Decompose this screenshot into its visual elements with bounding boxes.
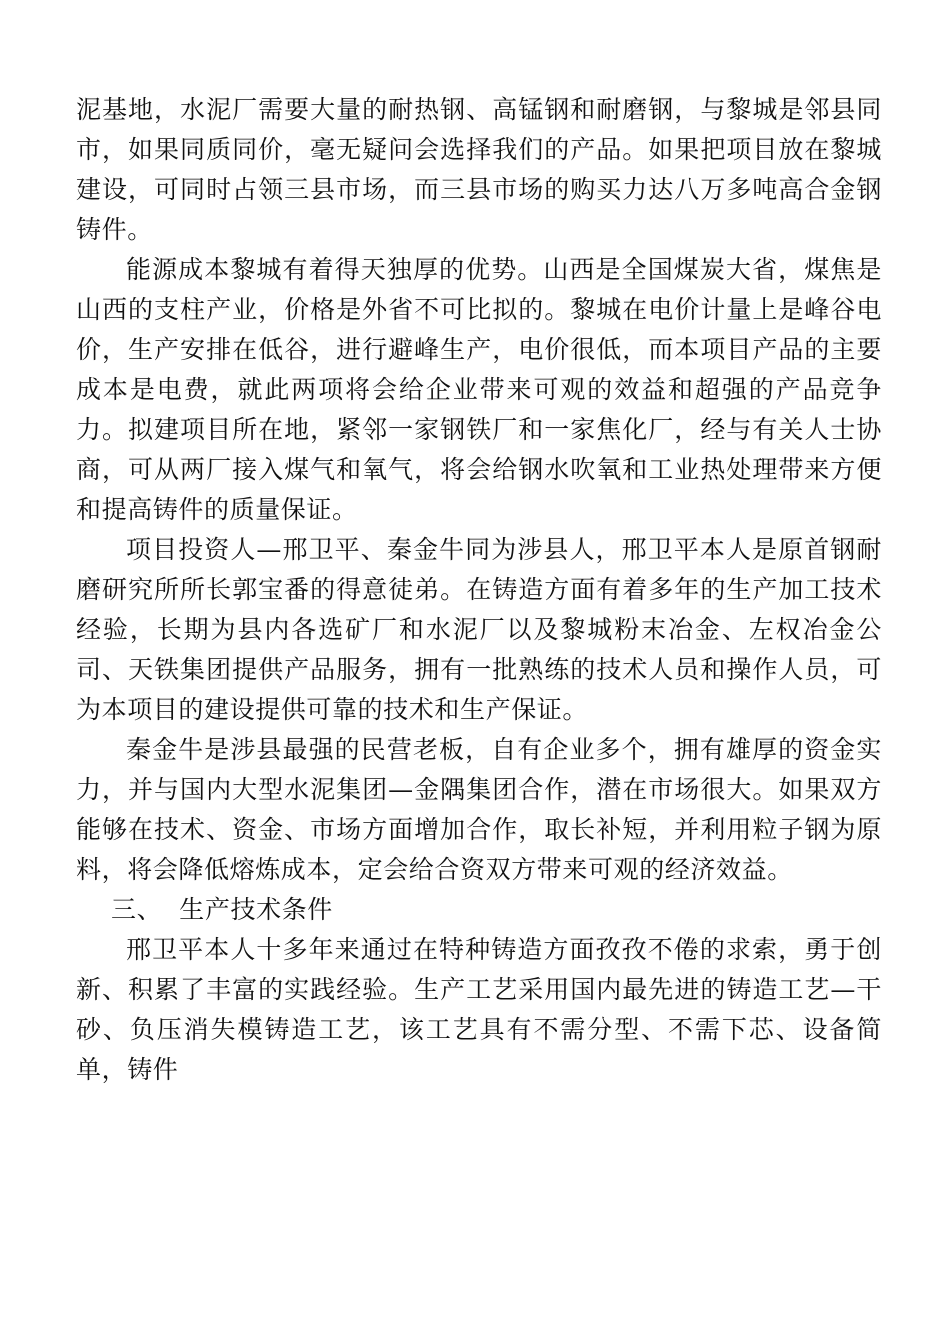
paragraph-cement-market: 泥基地，水泥厂需要大量的耐热钢、高锰钢和耐磨钢，与黎城是邻县同市，如果同质同价，毫无疑问会选择我们的产品。如果把项目放在黎城建设，可同时占领三县市场，而三县市场的购买力达八万多吨高合金钢铸件。 [76, 95, 882, 244]
paragraph-casting-process: 邢卫平本人十多年来通过在特种铸造方面孜孜不倦的求索，勇于创新、积累了丰富的实践经验。生产工艺采用国内最先进的铸造工艺—干砂、负压消失模铸造工艺，该工艺具有不需分型、不需下芯、设备简单，铸件 [76, 935, 882, 1084]
section-heading-production-tech: 三、 生产技术条件 [111, 895, 333, 924]
paragraph-qin-jinniu: 秦金牛是涉县最强的民营老板，自有企业多个，拥有雄厚的资金实力，并与国内大型水泥集团—金隅集团合作，潜在市场很大。如果双方能够在技术、资金、市场方面增加合作，取长补短，并利用粒子钢为原料，将会降低熔炼成本，定会给合资双方带来可观的经济效益。 [76, 735, 882, 884]
document-page [76, 90, 882, 1090]
paragraph-investors: 项目投资人—邢卫平、秦金牛同为涉县人，邢卫平本人是原首钢耐磨研究所所长郭宝番的得意徒弟。在铸造方面有着多年的生产加工技术经验，长期为县内各选矿厂和水泥厂以及黎城粉末冶金、左权冶金公司、天铁集团提供产品服务，拥有一批熟练的技术人员和操作人员，可为本项目的建设提供可靠的技术和生产保证。 [76, 535, 882, 724]
paragraph-energy-cost: 能源成本黎城有着得天独厚的优势。山西是全国煤炭大省，煤焦是山西的支柱产业，价格是外省不可比拟的。黎城在电价计量上是峰谷电价，生产安排在低谷，进行避峰生产，电价很低，而本项目产品的主要成本是电费，就此两项将会给企业带来可观的效益和超强的产品竞争力。拟建项目所在地，紧邻一家钢铁厂和一家焦化厂，经与有关人士协商，可从两厂接入煤气和氧气，将会给钢水吹氧和工业热处理带来方便和提高铸件的质量保证。 [76, 255, 882, 524]
